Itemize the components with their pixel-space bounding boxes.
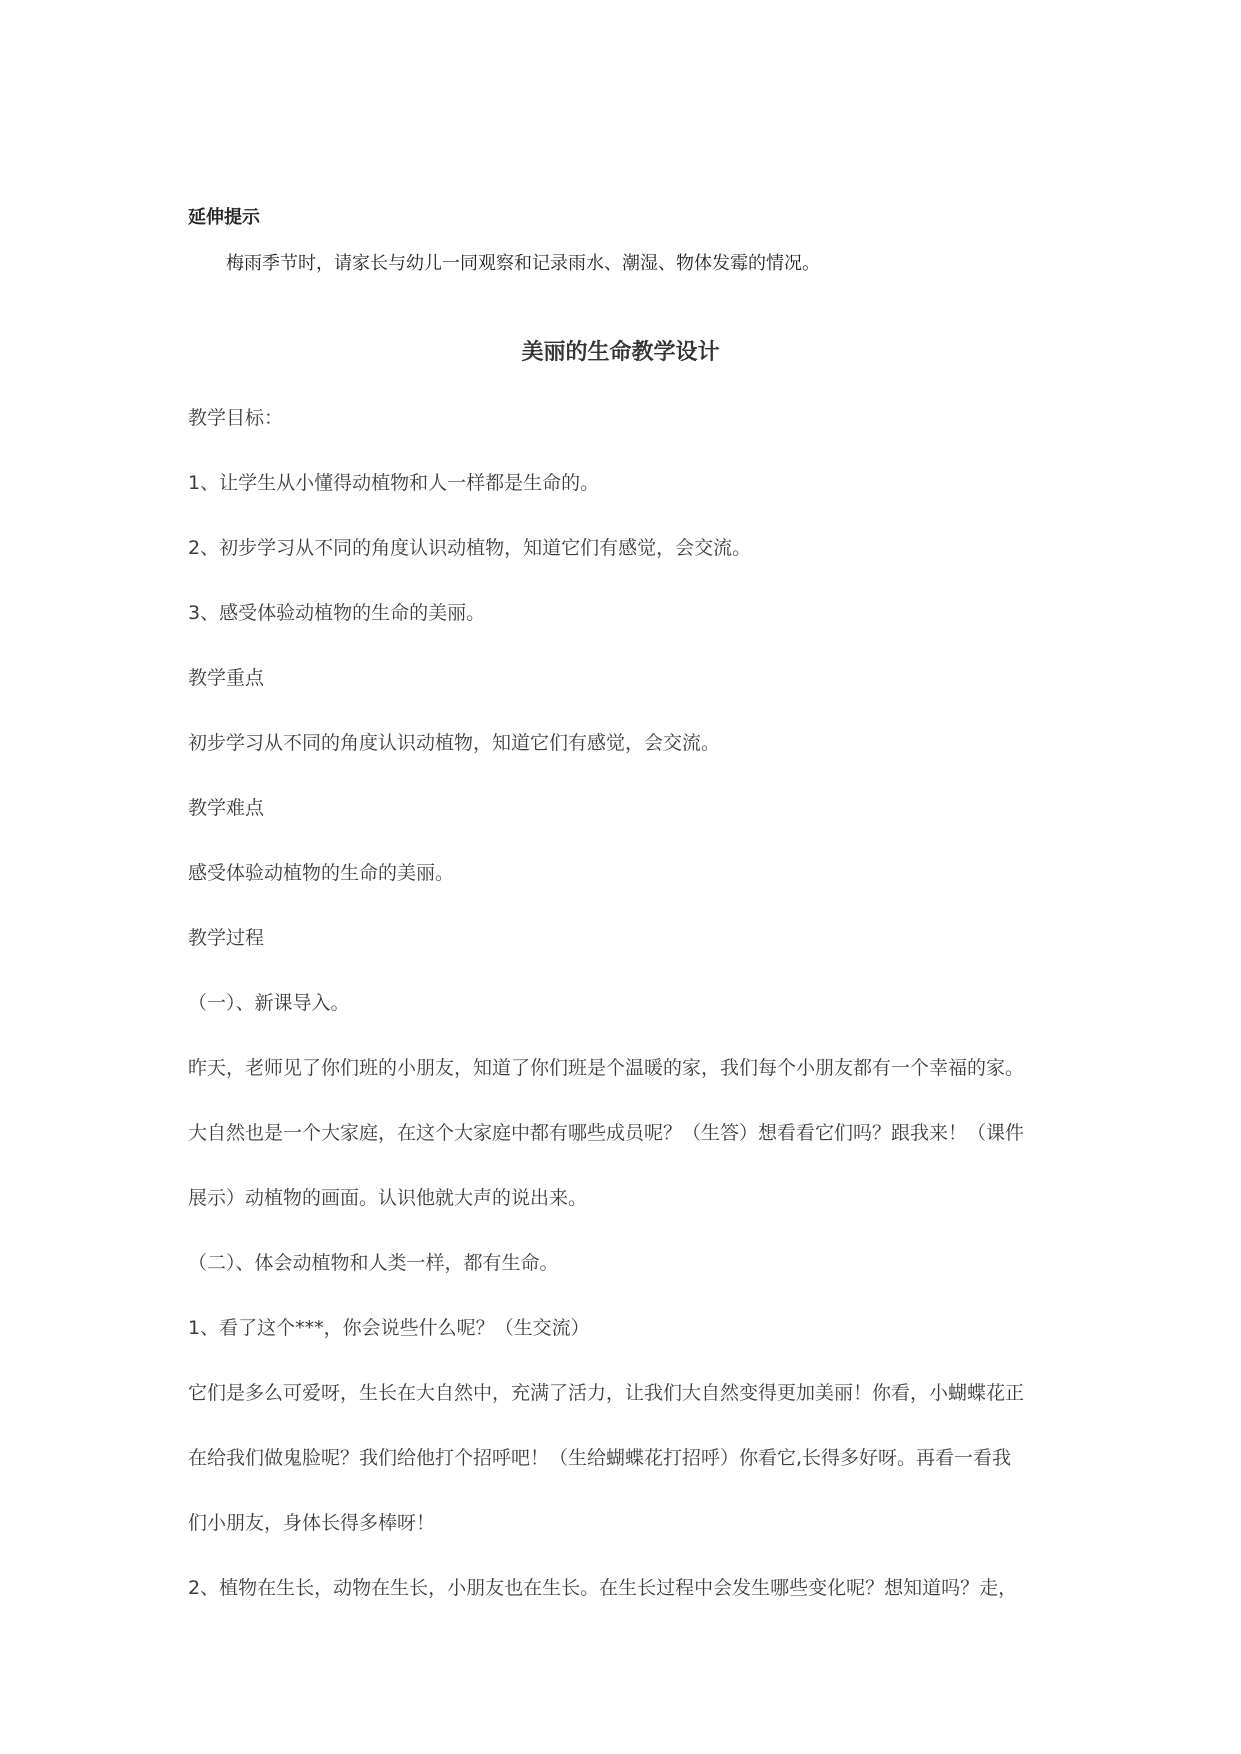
section-2-heading: （二）、体会动植物和人类一样，都有生命。	[188, 1252, 559, 1274]
extension-heading: 延伸提示	[188, 207, 260, 228]
lesson-title: 美丽的生命教学设计	[521, 340, 720, 365]
paragraph-line: 昨天，老师见了你们班的小朋友，知道了你们班是个温暖的家，我们每个小朋友都有一个幸福的家。	[188, 1057, 1025, 1079]
extension-text: 梅雨季节时，请家长与幼儿一同观察和记录雨水、潮湿、物体发霉的情况。	[226, 253, 820, 274]
objectives-heading: 教学目标：	[188, 407, 284, 429]
objective-2: 2、初步学习从不同的角度认识动植物，知道它们有感觉，会交流。	[188, 537, 752, 559]
paragraph-line: 大自然也是一个大家庭，在这个大家庭中都有哪些成员呢？（生答）想看看它们吗？跟我来！（课件	[188, 1122, 1025, 1144]
objective-3: 3、感受体验动植物的生命的美丽。	[188, 602, 486, 624]
paragraph-line: 1、看了这个***，你会说些什么呢？（生交流）	[188, 1317, 590, 1339]
paragraph-line: 2、植物在生长，动物在生长，小朋友也在生长。在生长过程中会发生哪些变化呢？想知道吗？走，	[188, 1577, 1018, 1599]
paragraph-line: 们小朋友，身体长得多棒呀！	[188, 1512, 436, 1534]
difficulties-heading: 教学难点	[188, 797, 265, 819]
paragraph-line: 它们是多么可爱呀，生长在大自然中，充满了活力，让我们大自然变得更加美丽！你看，小蝴蝶花正	[188, 1382, 1025, 1404]
difficulties-text: 感受体验动植物的生命的美丽。	[188, 862, 455, 884]
paragraph-line: 展示）动植物的画面。认识他就大声的说出来。	[188, 1187, 588, 1209]
objective-1: 1、让学生从小懂得动植物和人一样都是生命的。	[188, 472, 600, 494]
process-heading: 教学过程	[188, 927, 265, 949]
key-points-text: 初步学习从不同的角度认识动植物，知道它们有感觉，会交流。	[188, 732, 721, 754]
paragraph-line: 在给我们做鬼脸呢？我们给他打个招呼吧！（生给蝴蝶花打招呼）你看它,长得多好呀。再看一看我	[188, 1447, 1012, 1469]
section-1-heading: （一）、新课导入。	[188, 992, 350, 1014]
key-points-heading: 教学重点	[188, 667, 265, 689]
